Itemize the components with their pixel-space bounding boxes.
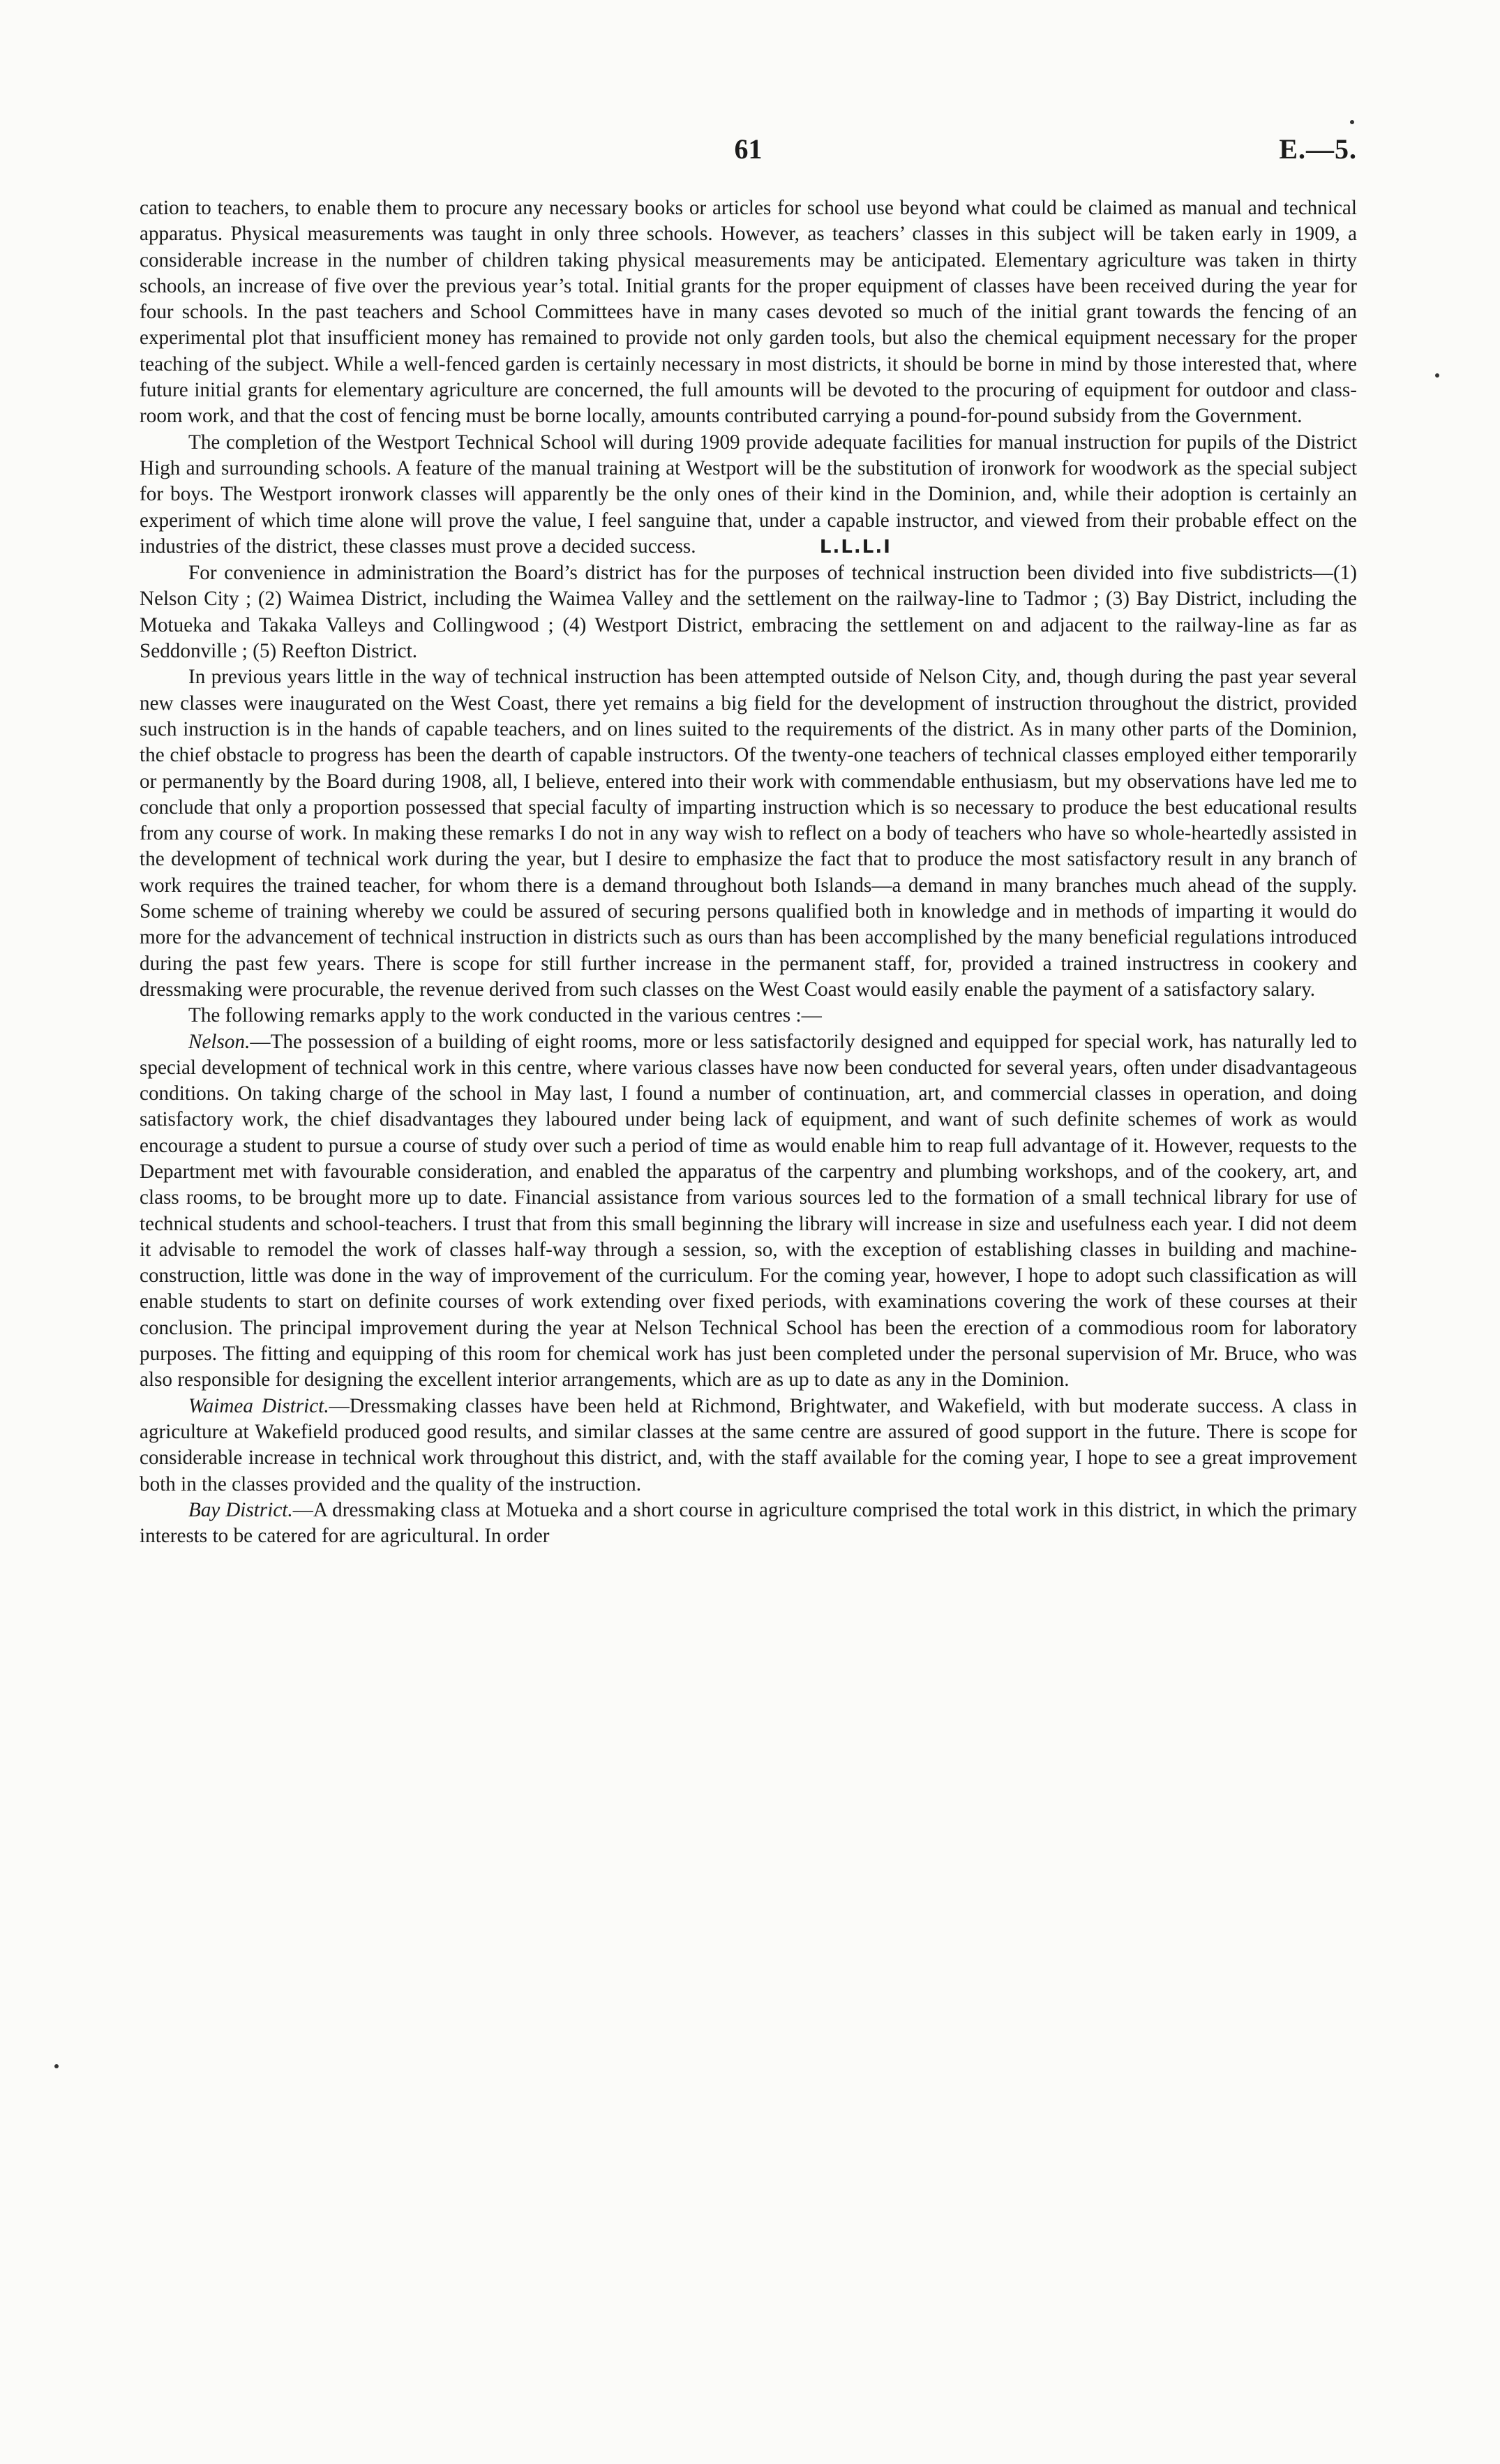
paragraph-1	[140, 195, 1357, 430]
paragraph-text: For convenience in administration the Board’s district has for the purposes of technical instruction been divided into five subdistricts—(1) Nelson City ; (2) Waimea District, including the Waimea Valley and the settlement on the railway-line to Tadmor ; (3) Bay District, including the Motueka and Takaka Valleys and Collingwood ; (4) Westport District, embracing the settlement on and adjacent to the railway-line as far as Seddonville ; (5) Reefton District.	[140, 562, 1357, 663]
handwritten-mark: L.L.L.I	[819, 536, 892, 558]
scan-speck	[1435, 373, 1439, 378]
paragraph-3	[140, 560, 1357, 664]
paragraph-text: The following remarks apply to the work conducted in the various centres :—	[188, 1004, 822, 1027]
paragraph-bay	[140, 1498, 1357, 1550]
paragraph-4	[140, 664, 1357, 1003]
page-number: 61	[734, 133, 763, 165]
paragraph-5	[140, 1003, 1357, 1029]
paragraph-text: —The possession of a building of eight rooms, more or less satisfactorily designed and equipped for special work, has naturally led to special development of technical work in this centre, where various classes have now been conducted for several years, often under disadvantageous conditions. On taking charge of the school in May last, I found a number of continuation, art, and commercial classes in operation, and doing satisfactory work, the chief disadvantages they laboured under being lack of equipment, and want of such definite schemes of work as would encourage a student to pursue a course of study over such a period of time as would enable him to reap full advantage of it. However, requests to the Department met with favourable consideration, and enabled the apparatus of the carpentry and plumbing workshops, and of the cookery, art, and class rooms, to be brought more up to date. Financial assistance from various sources led to the formation of a small technical library for use of technical students and school-teachers. I trust that from this small beginning the library will increase in size and usefulness each year. I did not deem it advisable to remodel the work of classes half-way through a session, so, with the exception of establishing classes in building and machine-construction, little was done in the way of improvement of the curriculum. For the coming year, however, I hope to adopt such classification as will enable students to start on definite courses of work extending over fixed periods, with examinations covering the work of these courses at their conclusion. The principal improvement during the year at Nelson Technical School has been the erection of a commodious room for laboratory purposes. The fitting and equipping of this room for chemical work has just been completed under the personal supervision of Mr. Bruce, who was also responsible for designing the excellent interior arrangements, which are as up to date as any in the Dominion.	[140, 1030, 1357, 1391]
paragraph-text: In previous years little in the way of technical instruction has been attempted outside of Nelson City, and, though during the past year several new classes were inaugurated on the West Coast, there yet remains a big field for the development of instruction throughout the district, provided such instruction is in the hands of capable teachers, and on lines suited to the requirements of the district. As in many other parts of the Dominion, the chief obstacle to progress has been the dearth of capable instructors. Of the twenty-one teachers of technical classes employed either temporarily or permanently by the Board during 1908, all, I believe, entered into their work with commendable enthusiasm, but my observations have led me to conclude that only a proportion possessed that special faculty of imparting instruction which is so necessary to produce the best educational results from any course of work. In making these remarks I do not in any way wish to reflect on a body of teachers who have so whole-heartedly assisted in the development of technical work during the year, but I desire to emphasize the fact that to produce the most satisfactory result in any branch of work requires the trained teacher, for whom there is a demand throughout both Islands—a demand in many branches much ahead of the supply. Some scheme of training whereby we could be assured of securing persons qualified both in knowledge and in methods of imparting it would do more for the advancement of technical instruction in districts such as ours than has been accomplished by the many beneficial regulations introduced during the past few years. There is scope for still further increase in the permanent staff, for, provided a trained instructress in cookery and dressmaking were procurable, the revenue derived from such classes on the West Coast would easily enable the payment of a satisfactory salary.	[140, 666, 1357, 1001]
page-header	[140, 133, 1357, 195]
paragraph-text: The completion of the Westport Technical School will during 1909 provide adequate facilities for manual instruction for pupils of the District High and surrounding schools. A feature of the manual training at Westport will be the substitution of ironwork for woodwork as the special subject for boys. The Westport ironwork classes will apparently be the only ones of their kind in the Dominion, and, while their adoption is certainly an experiment of which time alone will prove the value, I feel sanguine that, under a capable instructor, and viewed from their probable effect on the industries of the district, these classes must prove a decided success.	[140, 431, 1357, 558]
paragraph-waimea	[140, 1394, 1357, 1498]
paragraph-text: —Dressmaking classes have been held at Richmond, Brightwater, and Wakefield, with but moderate success. A class in agriculture at Wakefield produced good results, and similar classes at the same centre are assured of good support in the future. There is scope for considerable increase in technical work throughout this district, and, with the staff available for the coming year, I hope to see a great improvement both in the classes provided and the quality of the instruction.	[140, 1394, 1358, 1495]
scan-speck	[54, 2064, 59, 2068]
document-reference: E.—5.	[1279, 133, 1357, 165]
scan-speck	[1350, 120, 1354, 124]
paragraph-text: —A dressmaking class at Motueka and a short course in agriculture comprised the total work in this district, in which the primary interests to be catered for are agricultural. In order	[140, 1498, 1357, 1548]
paragraph-2	[140, 430, 1357, 560]
section-lead: Waimea District.	[188, 1394, 329, 1417]
document-page	[140, 133, 1357, 1549]
section-lead: Bay District.	[188, 1498, 293, 1521]
paragraph-text: cation to teachers, to enable them to procure any necessary books or articles for school use beyond what could be claimed as manual and technical apparatus. Physical measurements was taught in only three schools. However, as teachers’ classes in this subject will be taken early in 1909, a considerable increase in the number of children taking physical measurements may be anticipated. Elementary agriculture was taken in thirty schools, an increase of five over the previous year’s total. Initial grants for the proper equipment of classes have been received during the year for four schools. In the past teachers and School Committees have in many cases devoted so much of the initial grant towards the fencing of an experimental plot that insufficient money has remained to provide not only garden tools, but also the chemical equipment necessary for the proper teaching of the subject. While a well-fenced garden is certainly necessary in most districts, it should be borne in mind by those interested that, where future initial grants for elementary agriculture are concerned, the full amounts will be devoted to the procuring of equipment for outdoor and class-room work, and that the cost of fencing must be borne locally, amounts contributed carrying a pound-for-pound subsidy from the Government.	[140, 197, 1357, 428]
body-text	[140, 195, 1357, 1549]
section-lead: Nelson.	[188, 1030, 250, 1053]
paragraph-nelson	[140, 1029, 1357, 1394]
